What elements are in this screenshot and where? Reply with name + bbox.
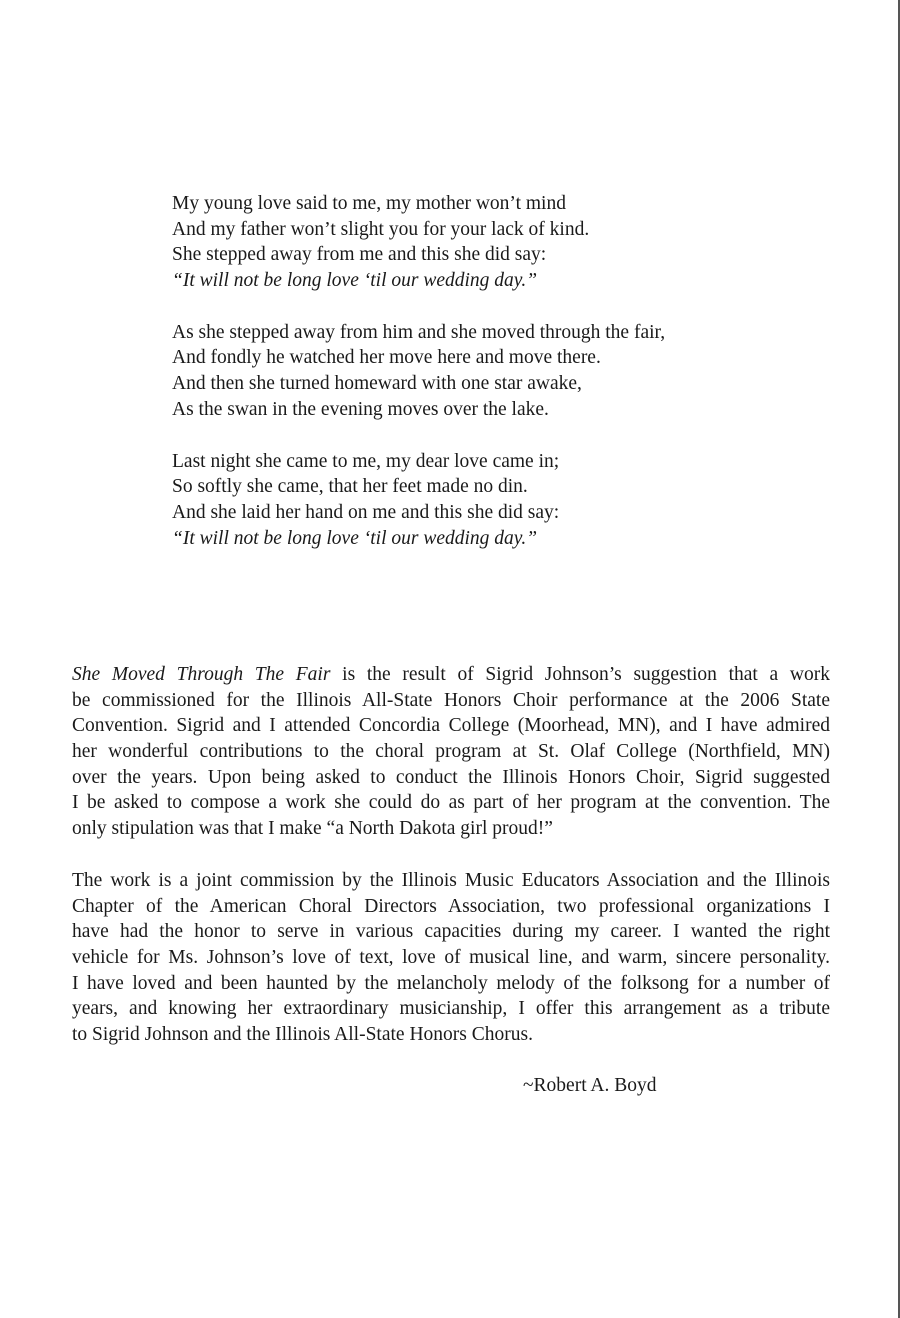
notes-paragraph-2 [72,868,830,1048]
paragraph-line [72,662,830,688]
notes-paragraph-1 [72,662,830,842]
poem-stanza-1 [172,191,792,294]
poem-line: So softly she came, that her feet made no din. [172,476,528,498]
paragraph-line: Chapter of the American Choral Directors Association, two professional organizations I [72,895,830,917]
poem-line: As the swan in the evening moves over the lake. [172,398,549,420]
poem-stanza-2 [172,320,792,423]
paragraph-line: to Sigrid Johnson and the Illinois All-State Honors Chorus. [72,1023,533,1045]
poem-line: And she laid her hand on me and this she did say: [172,501,560,523]
paragraph-line: vehicle for Ms. Johnson’s love of text, love of musical line, and warm, sincere personality. [72,946,830,968]
poem-line: She stepped away from me and this she did say: [172,244,547,266]
paragraph-line: The work is a joint commission by the Illinois Music Educators Association and the Illinois [72,869,830,891]
work-title: She Moved Through The Fair [72,664,331,685]
poem [172,191,792,577]
paragraph-line: years, and knowing her extraordinary musicianship, I offer this arrangement as a tribute [72,998,830,1020]
poem-line: My young love said to me, my mother won’t mind [172,193,566,214]
poem-line: As she stepped away from him and she moved through the fair, [172,321,666,343]
paragraph-line: I have loved and been haunted by the melancholy melody of the folksong for a number of [72,972,830,994]
paragraph-line: Convention. Sigrid and I attended Concordia College (Moorhead, MN), and I have admired [72,715,830,737]
paragraph-line: her wonderful contributions to the choral program at St. Olaf College (Northfield, MN) [72,741,830,763]
poem-line: And then she turned homeward with one star awake, [172,373,582,395]
program-notes [72,662,830,1074]
poem-line: And my father won’t slight you for your lack of kind. [172,218,590,240]
poem-stanza-3 [172,449,792,552]
paragraph-line-text: is the result of Sigrid Johnson’s suggestion that a work [330,664,830,685]
paragraph-line: have had the honor to serve in various capacities during my career. I wanted the right [72,921,830,943]
poem-line: Last night she came to me, my dear love came in; [172,450,560,472]
poem-refrain-line: “It will not be long love ‘til our wedding day.” [172,527,538,549]
paragraph-line: over the years. Upon being asked to conduct the Illinois Honors Choir, Sigrid suggested [72,766,830,788]
poem-refrain-line: “It will not be long love ‘til our wedding day.” [172,270,538,292]
author-signature: ~Robert A. Boyd [523,1075,657,1096]
paragraph-line: be commissioned for the Illinois All-State Honors Choir performance at the 2006 State [72,689,830,711]
paragraph-line: I be asked to compose a work she could do as part of her program at the convention. The [72,792,830,814]
poem-line: And fondly he watched her move here and move there. [172,347,601,369]
paragraph-line: only stipulation was that I make “a North Dakota girl proud!” [72,818,553,840]
